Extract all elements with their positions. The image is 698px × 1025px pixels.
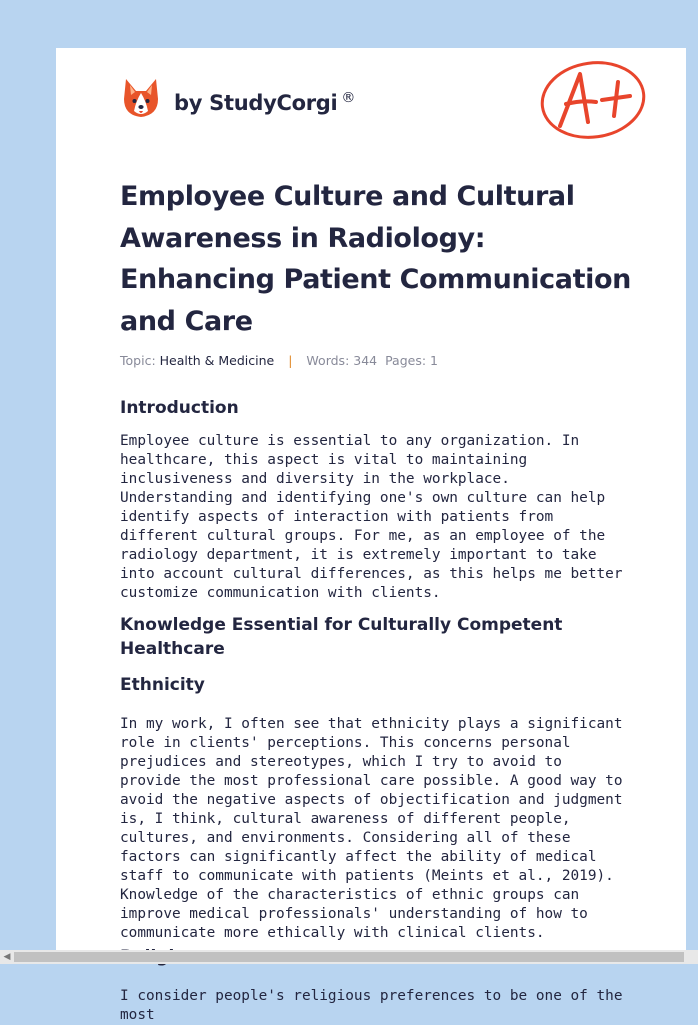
- document-page: [56, 48, 686, 1023]
- word-count: Words: 344: [306, 353, 378, 368]
- scroll-left-arrow-icon[interactable]: ◀: [3, 952, 11, 962]
- document-meta: [120, 353, 438, 368]
- topic-link[interactable]: Health & Medicine: [159, 353, 275, 368]
- document-body: [120, 396, 630, 1025]
- paragraph-introduction: Employee culture is essential to any organization. In healthcare, this aspect is vital to maintaining inclusiveness and diversity in the workplace. Understanding and identifying one's own culture can help identify aspects of interaction with patients from different cultural groups. For me, as an employee of the radiology department, it is extremely important to take into account cultural differences, as this helps me better customize communication with clients.: [120, 433, 623, 601]
- registered-mark: ®: [341, 89, 356, 106]
- corgi-logo-icon: [122, 77, 160, 119]
- heading-introduction: Introduction: [120, 398, 239, 418]
- paragraph-ethnicity: In my work, I often see that ethnicity plays a significant role in clients' perceptions. This concerns personal prejudices and stereotypes, which I try to avoid to provide the most professional care possible. A good way to avoid the negative aspects of objectification and judgment is, I think, cultural awareness of different people, cultures, and environments. Considering all of these factors can significantly affect the ability of medical staff to communicate with patients (Meints et al., 2019). Knowledge of the characteristics of ethnic groups can improve medical professionals' understanding of how to communicate more ethically with clinical clients.: [120, 716, 623, 941]
- page-count: Pages: 1: [385, 353, 438, 368]
- paragraph-religion: I consider people's religious preferences to be one of the most: [120, 988, 623, 1023]
- horizontal-scrollbar[interactable]: [0, 950, 698, 964]
- meta-separator: |: [288, 353, 293, 368]
- heading-knowledge: Knowledge Essential for Culturally Competent Healthcare: [120, 615, 563, 659]
- document-title: Employee Culture and Cultural Awareness in Radiology: Enhancing Patient Communication and Care: [120, 181, 631, 337]
- a-plus-grade-icon: [538, 60, 648, 140]
- scrollbar-thumb[interactable]: [14, 952, 684, 962]
- heading-ethnicity: Ethnicity: [120, 675, 205, 695]
- topic-label: Topic:: [120, 353, 156, 368]
- studycorgi-logo[interactable]: [122, 77, 355, 119]
- brand-name: by StudyCorgi ®: [174, 89, 356, 115]
